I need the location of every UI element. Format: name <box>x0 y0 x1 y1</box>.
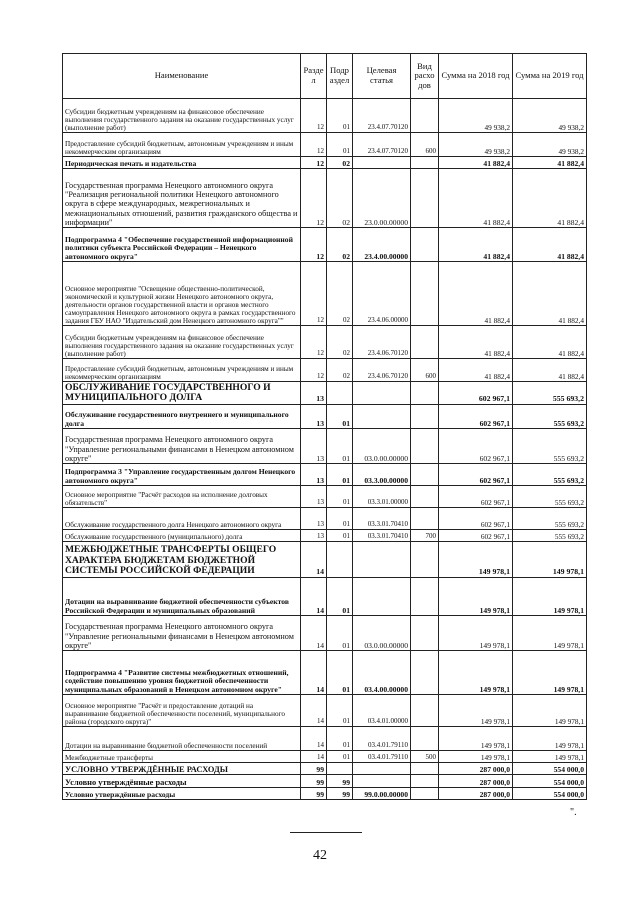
row-target <box>353 157 411 169</box>
row-section: 99 <box>301 788 327 800</box>
row-sum-2018: 41 882,4 <box>439 169 513 228</box>
row-type: 700 <box>411 530 439 542</box>
row-sum-2018: 41 882,4 <box>439 359 513 382</box>
row-section: 12 <box>301 359 327 382</box>
row-subsection: 01 <box>327 616 353 651</box>
row-section: 99 <box>301 775 327 788</box>
table-row <box>63 508 587 530</box>
row-subsection: 02 <box>327 262 353 326</box>
row-type <box>411 695 439 727</box>
row-target: 99.0.00.00000 <box>353 788 411 800</box>
row-subsection: 01 <box>327 99 353 133</box>
header-type: Вид расхо дов <box>411 54 439 99</box>
row-target: 03.3.01.70410 <box>353 508 411 530</box>
table-header-row <box>63 54 587 99</box>
row-subsection: 02 <box>327 169 353 228</box>
row-type <box>411 788 439 800</box>
table-row <box>63 157 587 169</box>
row-target: 03.4.00.00000 <box>353 651 411 695</box>
row-target <box>353 578 411 616</box>
row-sum-2019: 555 693,2 <box>513 382 587 405</box>
row-sum-2019: 149 978,1 <box>513 616 587 651</box>
row-sum-2018: 149 978,1 <box>439 578 513 616</box>
table-row <box>63 486 587 508</box>
row-subsection <box>327 763 353 775</box>
row-sum-2019: 149 978,1 <box>513 651 587 695</box>
row-sum-2019: 149 978,1 <box>513 542 587 578</box>
row-sum-2019: 554 000,0 <box>513 788 587 800</box>
row-sum-2018: 287 000,0 <box>439 763 513 775</box>
row-name: Подпрограмма 4 "Обеспечение государственной информационной политики субъекта Российской Федерации – Ненецкого автономного округа" <box>63 228 301 262</box>
row-sum-2019: 555 693,2 <box>513 464 587 486</box>
row-section: 14 <box>301 651 327 695</box>
row-target <box>353 382 411 405</box>
row-sum-2019: 555 693,2 <box>513 508 587 530</box>
row-name: МЕЖБЮДЖЕТНЫЕ ТРАНСФЕРТЫ ОБЩЕГО ХАРАКТЕРА БЮДЖЕТАМ БЮДЖЕТНОЙ СИСТЕМЫ РОССИЙСКОЙ ФЕДЕРАЦИИ <box>63 542 301 578</box>
row-target: 03.3.00.00000 <box>353 464 411 486</box>
table-row <box>63 228 587 262</box>
row-type <box>411 228 439 262</box>
row-type <box>411 429 439 464</box>
table-row <box>63 464 587 486</box>
row-name: ОБСЛУЖИВАНИЕ ГОСУДАРСТВЕННОГО И МУНИЦИПАЛЬНОГО ДОЛГА <box>63 382 301 405</box>
row-section: 13 <box>301 405 327 429</box>
row-sum-2018: 41 882,4 <box>439 228 513 262</box>
row-name: Государственная программа Ненецкого автономного округа "Управление региональными финансами в Ненецком автономном округе" <box>63 616 301 651</box>
row-sum-2019: 41 882,4 <box>513 169 587 228</box>
table-row <box>63 133 587 157</box>
row-name: Государственная программа Ненецкого автономного округа "Управление региональными финансами в Ненецком автономном округе" <box>63 429 301 464</box>
end-quote: ". <box>570 807 577 818</box>
table-row <box>63 775 587 788</box>
row-type <box>411 99 439 133</box>
row-sum-2018: 41 882,4 <box>439 157 513 169</box>
row-type <box>411 542 439 578</box>
row-name: Предоставление субсидий бюджетным, автономным учреждениям и иным некоммерческим организациям <box>63 133 301 157</box>
row-section: 14 <box>301 695 327 727</box>
table-row <box>63 262 587 326</box>
row-type <box>411 651 439 695</box>
row-type <box>411 775 439 788</box>
row-sum-2019: 49 938,2 <box>513 133 587 157</box>
row-target: 03.4.01.79110 <box>353 727 411 751</box>
row-sum-2019: 49 938,2 <box>513 99 587 133</box>
row-sum-2019: 555 693,2 <box>513 405 587 429</box>
row-sum-2018: 149 978,1 <box>439 616 513 651</box>
row-subsection: 99 <box>327 775 353 788</box>
row-sum-2018: 602 967,1 <box>439 486 513 508</box>
table-row <box>63 405 587 429</box>
row-type <box>411 262 439 326</box>
row-target: 23.4.06.70120 <box>353 359 411 382</box>
header-subsection: Подр аздел <box>327 54 353 99</box>
row-target: 23.0.00.00000 <box>353 169 411 228</box>
row-name: Обслуживание государственного (муниципального) долга <box>63 530 301 542</box>
row-type <box>411 578 439 616</box>
table-row <box>63 763 587 775</box>
row-sum-2019: 149 978,1 <box>513 751 587 763</box>
table-row <box>63 169 587 228</box>
row-target: 23.4.00.00000 <box>353 228 411 262</box>
row-subsection: 01 <box>327 530 353 542</box>
row-type <box>411 157 439 169</box>
row-section: 12 <box>301 228 327 262</box>
row-subsection: 01 <box>327 486 353 508</box>
table-row <box>63 359 587 382</box>
row-sum-2019: 41 882,4 <box>513 228 587 262</box>
row-section: 14 <box>301 542 327 578</box>
row-name: Межбюджетные трансферты <box>63 751 301 763</box>
row-sum-2018: 149 978,1 <box>439 651 513 695</box>
row-target <box>353 763 411 775</box>
row-sum-2019: 149 978,1 <box>513 695 587 727</box>
row-subsection: 01 <box>327 578 353 616</box>
header-name: Наименование <box>63 54 301 99</box>
table-row <box>63 99 587 133</box>
row-sum-2018: 149 978,1 <box>439 695 513 727</box>
row-target: 03.3.01.70410 <box>353 530 411 542</box>
row-section: 13 <box>301 382 327 405</box>
row-section: 14 <box>301 616 327 651</box>
row-name: Условно утверждённые расходы <box>63 788 301 800</box>
row-type <box>411 727 439 751</box>
row-target: 23.4.07.70120 <box>353 133 411 157</box>
header-sum-2019: Сумма на 2019 год <box>513 54 587 99</box>
row-sum-2019: 555 693,2 <box>513 486 587 508</box>
row-name: Периодическая печать и издательства <box>63 157 301 169</box>
row-section: 13 <box>301 486 327 508</box>
row-target: 23.4.06.00000 <box>353 262 411 326</box>
row-subsection: 01 <box>327 405 353 429</box>
row-sum-2019: 554 000,0 <box>513 763 587 775</box>
table-row <box>63 695 587 727</box>
row-subsection: 01 <box>327 695 353 727</box>
row-sum-2018: 41 882,4 <box>439 326 513 359</box>
row-subsection <box>327 542 353 578</box>
table-row <box>63 429 587 464</box>
table-body <box>63 99 587 800</box>
row-section: 14 <box>301 578 327 616</box>
row-subsection: 02 <box>327 157 353 169</box>
row-subsection: 01 <box>327 464 353 486</box>
row-sum-2018: 602 967,1 <box>439 405 513 429</box>
table-row <box>63 651 587 695</box>
row-name: Государственная программа Ненецкого автономного округа "Реализация региональной политики Ненецкого автономного округа в сфере международных, межрегиональных и межнациональных отношений, развития гражданского общества и информации" <box>63 169 301 228</box>
row-type <box>411 169 439 228</box>
row-section: 12 <box>301 157 327 169</box>
row-subsection: 01 <box>327 727 353 751</box>
row-section: 13 <box>301 464 327 486</box>
row-sum-2018: 149 978,1 <box>439 542 513 578</box>
table-row <box>63 788 587 800</box>
row-type <box>411 763 439 775</box>
row-section: 99 <box>301 763 327 775</box>
table-row <box>63 578 587 616</box>
row-subsection: 01 <box>327 651 353 695</box>
row-sum-2019: 41 882,4 <box>513 262 587 326</box>
row-name: Дотации на выравнивание бюджетной обеспеченности поселений <box>63 727 301 751</box>
row-section: 14 <box>301 727 327 751</box>
row-subsection <box>327 382 353 405</box>
row-target: 03.3.01.00000 <box>353 486 411 508</box>
row-section: 12 <box>301 99 327 133</box>
table-row <box>63 382 587 405</box>
row-name: Предоставление субсидий бюджетным, автономным учреждениям и иным некоммерческим организациям <box>63 359 301 382</box>
row-sum-2018: 602 967,1 <box>439 530 513 542</box>
row-sum-2018: 49 938,2 <box>439 133 513 157</box>
row-target <box>353 405 411 429</box>
row-subsection: 01 <box>327 133 353 157</box>
row-section: 13 <box>301 508 327 530</box>
footer-divider <box>290 832 362 833</box>
row-subsection: 01 <box>327 751 353 763</box>
row-subsection: 99 <box>327 788 353 800</box>
row-target <box>353 775 411 788</box>
row-sum-2019: 149 978,1 <box>513 727 587 751</box>
row-target: 03.4.01.00000 <box>353 695 411 727</box>
row-target: 03.4.01.79110 <box>353 751 411 763</box>
row-sum-2019: 149 978,1 <box>513 578 587 616</box>
table-row <box>63 751 587 763</box>
header-sum-2018: Сумма на 2018 год <box>439 54 513 99</box>
table-row <box>63 727 587 751</box>
row-name: Подпрограмма 4 "Развитие системы межбюджетных отношений, содействие повышению уровня бюджетной обеспеченности муниципальных образований в Ненецком автономном округе" <box>63 651 301 695</box>
row-section: 12 <box>301 262 327 326</box>
header-target: Целевая статья <box>353 54 411 99</box>
row-section: 13 <box>301 429 327 464</box>
row-sum-2018: 602 967,1 <box>439 429 513 464</box>
row-sum-2018: 149 978,1 <box>439 751 513 763</box>
row-sum-2019: 41 882,4 <box>513 359 587 382</box>
row-sum-2019: 41 882,4 <box>513 326 587 359</box>
row-name: Подпрограмма 3 "Управление государственным долгом Ненецкого автономного округа" <box>63 464 301 486</box>
row-subsection: 02 <box>327 326 353 359</box>
row-sum-2018: 149 978,1 <box>439 727 513 751</box>
row-type: 600 <box>411 133 439 157</box>
page-number: 42 <box>313 848 327 863</box>
row-name: Дотации на выравнивание бюджетной обеспеченности субъектов Российской Федерации и муниципальных образований <box>63 578 301 616</box>
row-sum-2018: 602 967,1 <box>439 464 513 486</box>
table-row <box>63 616 587 651</box>
row-type <box>411 464 439 486</box>
row-subsection: 01 <box>327 508 353 530</box>
row-target: 03.0.00.00000 <box>353 429 411 464</box>
row-name: Основное мероприятие "Расчёт и предоставление дотаций на выравнивание бюджетной обеспеченности поселений, муниципального района (городского округа)" <box>63 695 301 727</box>
row-type: 500 <box>411 751 439 763</box>
row-sum-2018: 287 000,0 <box>439 788 513 800</box>
row-section: 12 <box>301 326 327 359</box>
row-name: Основное мероприятие "Освещение общественно-политической, экономической и культурной жизни Ненецкого автономного округа, деятельности органов государственной власти и органов местного самоуправления Ненецкого автономного округа в рамках государственного задания ГБУ НАО "Издательский дом Ненецкого автономного округа"" <box>63 262 301 326</box>
row-type <box>411 405 439 429</box>
table-row <box>63 530 587 542</box>
row-section: 12 <box>301 133 327 157</box>
row-section: 12 <box>301 169 327 228</box>
row-type <box>411 382 439 405</box>
row-name: Субсидии бюджетным учреждениям на финансовое обеспечение выполнения государственного задания на оказание государственных услуг (выполнение работ) <box>63 99 301 133</box>
row-target <box>353 542 411 578</box>
row-type <box>411 508 439 530</box>
budget-table <box>62 53 587 800</box>
row-type <box>411 616 439 651</box>
row-section: 14 <box>301 751 327 763</box>
row-name: Субсидии бюджетным учреждениям на финансовое обеспечение выполнения государственного задания на оказание государственных услуг (выполнение работ) <box>63 326 301 359</box>
row-type <box>411 326 439 359</box>
row-target: 03.0.00.00000 <box>353 616 411 651</box>
row-type <box>411 486 439 508</box>
row-sum-2018: 41 882,4 <box>439 262 513 326</box>
row-section: 13 <box>301 530 327 542</box>
row-sum-2019: 555 693,2 <box>513 530 587 542</box>
row-target: 23.4.06.70120 <box>353 326 411 359</box>
row-sum-2018: 49 938,2 <box>439 99 513 133</box>
row-name: Обслуживание государственного внутреннего и муниципального долга <box>63 405 301 429</box>
row-sum-2019: 555 693,2 <box>513 429 587 464</box>
header-section: Разде л <box>301 54 327 99</box>
row-subsection: 02 <box>327 359 353 382</box>
row-sum-2018: 602 967,1 <box>439 382 513 405</box>
table-row <box>63 542 587 578</box>
row-sum-2019: 554 000,0 <box>513 775 587 788</box>
row-name: Обслуживание государственного долга Ненецкого автономного округа <box>63 508 301 530</box>
row-target: 23.4.07.70120 <box>353 99 411 133</box>
row-name: Условно утверждённые расходы <box>63 775 301 788</box>
row-sum-2019: 41 882,4 <box>513 157 587 169</box>
row-sum-2018: 287 000,0 <box>439 775 513 788</box>
row-subsection: 01 <box>327 429 353 464</box>
row-name: Основное мероприятие "Расчёт расходов на исполнение долговых обязательств" <box>63 486 301 508</box>
row-type: 600 <box>411 359 439 382</box>
row-sum-2018: 602 967,1 <box>439 508 513 530</box>
row-name: УСЛОВНО УТВЕРЖДЁННЫЕ РАСХОДЫ <box>63 763 301 775</box>
row-subsection: 02 <box>327 228 353 262</box>
table-row <box>63 326 587 359</box>
